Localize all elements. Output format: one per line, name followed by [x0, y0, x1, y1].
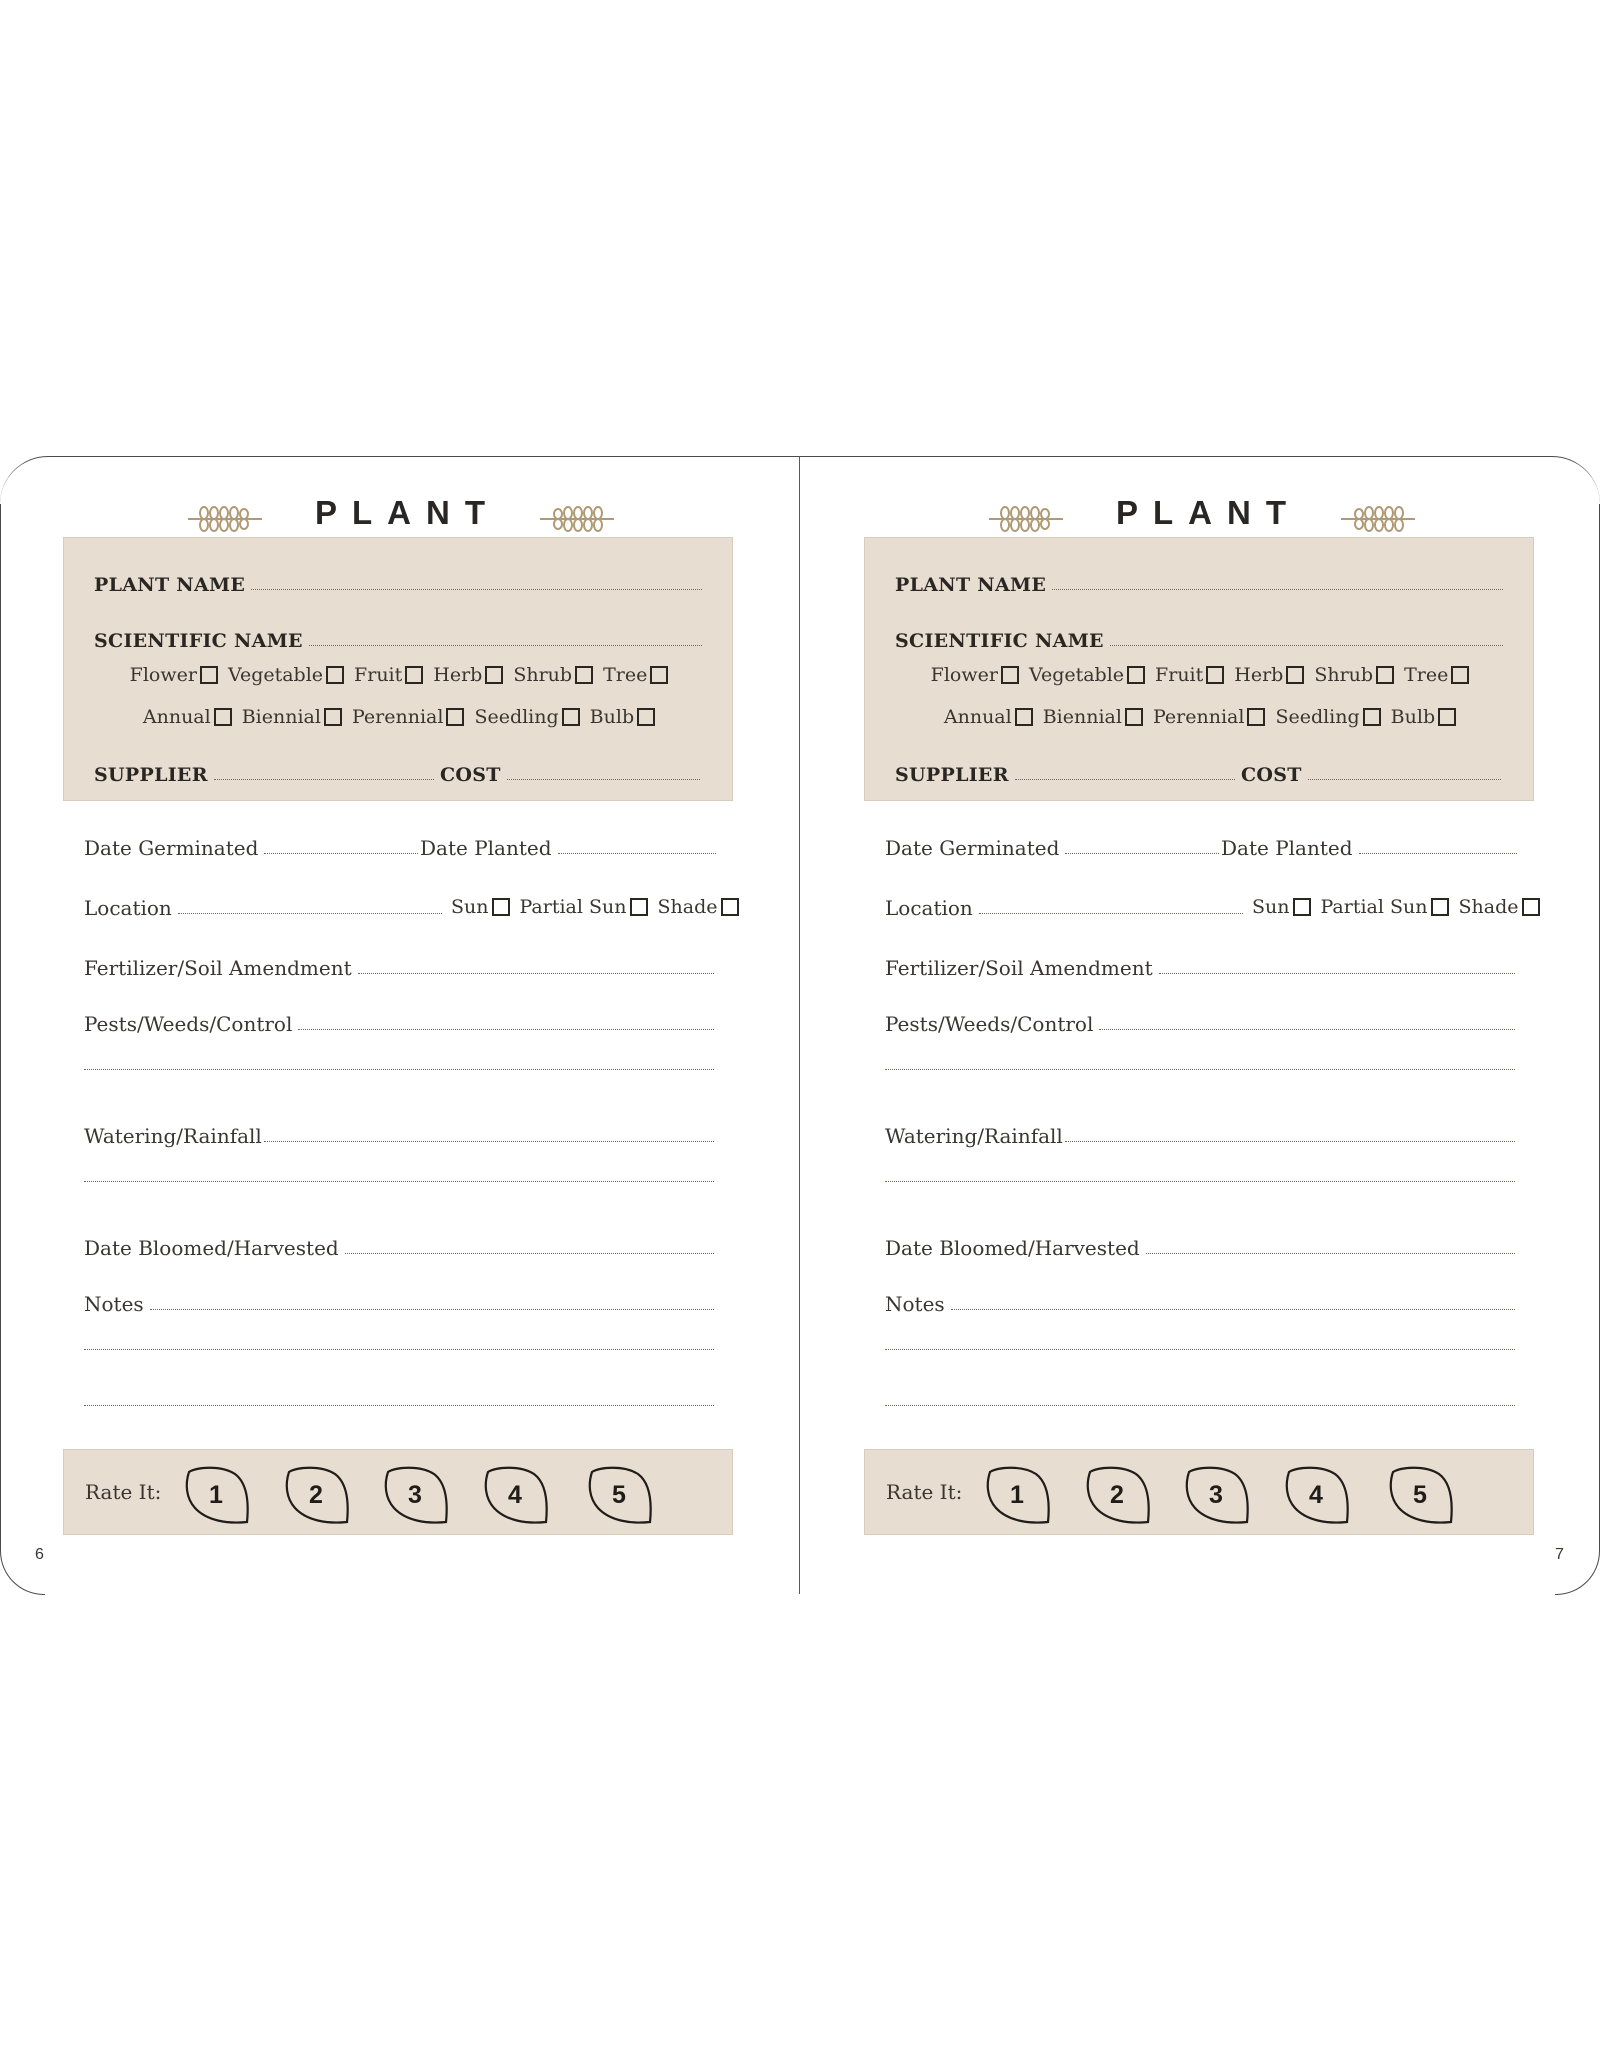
shrub-checkbox[interactable] [1376, 666, 1394, 684]
sun-checkbox[interactable] [1293, 898, 1311, 916]
location-line[interactable] [979, 912, 1243, 914]
page-number: 6 [35, 1546, 44, 1563]
herb-checkbox[interactable] [485, 666, 503, 684]
rating-number: 5 [612, 1481, 626, 1509]
rating-3-button[interactable] [1183, 1464, 1253, 1526]
location-label: Location [885, 896, 973, 920]
fruit-checkbox[interactable] [1206, 666, 1224, 684]
watering-extra-line[interactable] [885, 1180, 1515, 1188]
date-germinated-line[interactable] [1065, 852, 1219, 854]
date-germinated-line[interactable] [264, 852, 418, 854]
life-option-label: Annual [943, 706, 1012, 728]
bulb-checkbox[interactable] [1438, 708, 1456, 726]
rating-3-button[interactable] [382, 1464, 452, 1526]
supplier-line[interactable] [214, 778, 434, 780]
date-planted-label: Date Planted [1221, 836, 1353, 860]
fertilizer-line[interactable] [1159, 972, 1515, 974]
type-option-label: Flower [930, 664, 998, 686]
blank-line[interactable] [84, 1068, 714, 1070]
life-option-label: Seedling [474, 706, 559, 728]
bloomed-label: Date Bloomed/Harvested [885, 1236, 1140, 1260]
biennial-checkbox[interactable] [324, 708, 342, 726]
rating-2-button[interactable] [283, 1464, 353, 1526]
date-planted-label: Date Planted [420, 836, 552, 860]
type-option-label: Herb [433, 664, 483, 686]
pests-label: Pests/Weeds/Control [885, 1012, 1094, 1036]
location-field[interactable] [84, 896, 442, 920]
biennial-checkbox[interactable] [1125, 708, 1143, 726]
page-number: 7 [1555, 1546, 1564, 1563]
vegetable-checkbox[interactable] [326, 666, 344, 684]
rating-5-button[interactable] [1387, 1464, 1457, 1526]
wheat-sprig-icon [987, 504, 1065, 534]
supplier-label: SUPPLIER [895, 764, 1009, 786]
rate-label: Rate It: [85, 1480, 162, 1504]
rating-number: 3 [1209, 1481, 1223, 1509]
type-option-label: Tree [1404, 664, 1449, 686]
location-field[interactable] [885, 896, 1243, 920]
bloomed-field[interactable] [885, 1236, 1515, 1260]
pests-extra-line[interactable] [885, 1068, 1515, 1076]
life-option-label: Perennial [351, 706, 444, 728]
page-title: PLANT [1116, 494, 1301, 531]
watering-extra-line[interactable] [84, 1180, 714, 1188]
vegetable-checkbox[interactable] [1127, 666, 1145, 684]
plant-name-line[interactable] [251, 588, 702, 590]
cost-field[interactable] [1241, 764, 1501, 786]
tree-checkbox[interactable] [1451, 666, 1469, 684]
bloomed-line[interactable] [345, 1252, 714, 1254]
plant-type-row [865, 664, 1535, 686]
sun-exposure-row [1247, 896, 1545, 918]
shade-checkbox[interactable] [1522, 898, 1540, 916]
plant-name-label: PLANT NAME [895, 574, 1047, 596]
wheat-sprig-icon [538, 504, 616, 534]
supplier-field[interactable] [895, 764, 1235, 786]
notes-extra-line[interactable] [885, 1348, 1515, 1356]
type-option-label: Tree [603, 664, 648, 686]
supplier-line[interactable] [1015, 778, 1235, 780]
date-planted-field[interactable] [420, 836, 716, 860]
type-option-label: Vegetable [1028, 664, 1125, 686]
fertilizer-field[interactable] [885, 956, 1515, 980]
cost-field[interactable] [440, 764, 700, 786]
tree-checkbox[interactable] [650, 666, 668, 684]
sun-option-label: Partial Sun [519, 896, 627, 918]
date-germinated-field[interactable] [84, 836, 418, 860]
sun-option-label: Sun [451, 896, 489, 918]
wheat-sprig-icon [1339, 504, 1417, 534]
rating-4-button[interactable] [1283, 1464, 1353, 1526]
bulb-checkbox[interactable] [637, 708, 655, 726]
type-option-label: Fruit [354, 664, 403, 686]
notes-field[interactable] [84, 1292, 714, 1316]
location-line[interactable] [178, 912, 442, 914]
sun-checkbox[interactable] [492, 898, 510, 916]
blank-line[interactable] [84, 1404, 714, 1406]
rating-number: 4 [508, 1481, 522, 1509]
bloomed-label: Date Bloomed/Harvested [84, 1236, 339, 1260]
seedling-checkbox[interactable] [1363, 708, 1381, 726]
scientific-name-field[interactable] [94, 630, 702, 652]
fruit-checkbox[interactable] [405, 666, 423, 684]
notes-field[interactable] [885, 1292, 1515, 1316]
annual-checkbox[interactable] [1015, 708, 1033, 726]
cost-label: COST [440, 764, 501, 786]
scientific-name-line[interactable] [1110, 644, 1503, 646]
blank-line[interactable] [885, 1404, 1515, 1406]
life-option-label: Bulb [589, 706, 635, 728]
type-option-label: Flower [129, 664, 197, 686]
rating-5-button[interactable] [586, 1464, 656, 1526]
life-cycle-row [865, 706, 1535, 728]
notes-label: Notes [885, 1292, 945, 1316]
rating-number: 1 [209, 1481, 223, 1509]
life-option-label: Annual [142, 706, 211, 728]
life-option-label: Biennial [241, 706, 321, 728]
pests-field[interactable] [885, 1012, 1515, 1036]
life-cycle-row [64, 706, 734, 728]
shade-checkbox[interactable] [721, 898, 739, 916]
rating-number: 2 [309, 1481, 323, 1509]
fertilizer-field[interactable] [84, 956, 714, 980]
rating-number: 2 [1110, 1481, 1124, 1509]
notes-extra-line[interactable] [84, 1348, 714, 1356]
date-germinated-label: Date Germinated [885, 836, 1060, 860]
shrub-checkbox[interactable] [575, 666, 593, 684]
blank-line[interactable] [885, 1348, 1515, 1350]
date-planted-line[interactable] [1359, 852, 1517, 854]
fertilizer-label: Fertilizer/Soil Amendment [885, 956, 1153, 980]
plant-log-page-left [0, 456, 800, 1594]
life-option-label: Seedling [1275, 706, 1360, 728]
plant-log-page-right [801, 456, 1600, 1594]
sun-option-label: Sun [1252, 896, 1290, 918]
watering-field[interactable] [885, 1124, 1515, 1148]
blank-line[interactable] [84, 1348, 714, 1350]
sun-option-label: Shade [657, 896, 718, 918]
life-option-label: Biennial [1042, 706, 1122, 728]
type-option-label: Vegetable [227, 664, 324, 686]
rating-1-button[interactable] [984, 1464, 1054, 1526]
pests-line[interactable] [298, 1028, 714, 1030]
notes-line[interactable] [150, 1308, 714, 1310]
cost-line[interactable] [1308, 778, 1501, 780]
bloomed-field[interactable] [84, 1236, 714, 1260]
watering-field[interactable] [84, 1124, 714, 1148]
seedling-checkbox[interactable] [562, 708, 580, 726]
type-option-label: Shrub [1314, 664, 1374, 686]
pests-label: Pests/Weeds/Control [84, 1012, 293, 1036]
life-option-label: Perennial [1152, 706, 1245, 728]
page-title: PLANT [315, 494, 500, 531]
type-option-label: Herb [1234, 664, 1284, 686]
notes-extra-line[interactable] [885, 1404, 1515, 1412]
rating-1-button[interactable] [183, 1464, 253, 1526]
plant-info-panel [864, 537, 1534, 801]
date-germinated-label: Date Germinated [84, 836, 259, 860]
wheat-sprig-icon [186, 504, 264, 534]
rate-label: Rate It: [886, 1480, 963, 1504]
rating-4-button[interactable] [482, 1464, 552, 1526]
supplier-field[interactable] [94, 764, 434, 786]
notes-line[interactable] [951, 1308, 1515, 1310]
blank-line[interactable] [84, 1180, 714, 1182]
rating-number: 5 [1413, 1481, 1427, 1509]
flower-checkbox[interactable] [200, 666, 218, 684]
date-planted-line[interactable] [558, 852, 716, 854]
type-option-label: Fruit [1155, 664, 1204, 686]
fertilizer-line[interactable] [358, 972, 714, 974]
rating-number: 4 [1309, 1481, 1323, 1509]
scientific-name-label: SCIENTIFIC NAME [94, 630, 303, 652]
location-label: Location [84, 896, 172, 920]
watering-line[interactable] [264, 1140, 714, 1142]
perennial-checkbox[interactable] [446, 708, 464, 726]
plant-info-panel [63, 537, 733, 801]
blank-line[interactable] [885, 1180, 1515, 1182]
partial-sun-checkbox[interactable] [1431, 898, 1449, 916]
herb-checkbox[interactable] [1286, 666, 1304, 684]
watering-label: Watering/Rainfall [84, 1124, 262, 1148]
pests-extra-line[interactable] [84, 1068, 714, 1076]
plant-name-field[interactable] [94, 574, 702, 596]
rating-number: 1 [1010, 1481, 1024, 1509]
plant-name-field[interactable] [895, 574, 1503, 596]
rating-number: 3 [408, 1481, 422, 1509]
cost-line[interactable] [507, 778, 700, 780]
fertilizer-label: Fertilizer/Soil Amendment [84, 956, 352, 980]
scientific-name-line[interactable] [309, 644, 702, 646]
flower-checkbox[interactable] [1001, 666, 1019, 684]
watering-line[interactable] [1065, 1140, 1515, 1142]
rating-panel [864, 1449, 1534, 1535]
date-planted-field[interactable] [1221, 836, 1517, 860]
life-option-label: Bulb [1390, 706, 1436, 728]
sun-exposure-row [446, 896, 744, 918]
blank-line[interactable] [885, 1068, 1515, 1070]
perennial-checkbox[interactable] [1247, 708, 1265, 726]
watering-label: Watering/Rainfall [885, 1124, 1063, 1148]
sun-option-label: Partial Sun [1320, 896, 1428, 918]
scientific-name-field[interactable] [895, 630, 1503, 652]
notes-extra-line[interactable] [84, 1404, 714, 1412]
plant-name-line[interactable] [1052, 588, 1503, 590]
annual-checkbox[interactable] [214, 708, 232, 726]
cost-label: COST [1241, 764, 1302, 786]
scientific-name-label: SCIENTIFIC NAME [895, 630, 1104, 652]
notes-label: Notes [84, 1292, 144, 1316]
sun-option-label: Shade [1458, 896, 1519, 918]
pests-line[interactable] [1099, 1028, 1515, 1030]
plant-name-label: PLANT NAME [94, 574, 246, 596]
pests-field[interactable] [84, 1012, 714, 1036]
type-option-label: Shrub [513, 664, 573, 686]
rating-2-button[interactable] [1084, 1464, 1154, 1526]
bloomed-line[interactable] [1146, 1252, 1515, 1254]
partial-sun-checkbox[interactable] [630, 898, 648, 916]
rating-panel [63, 1449, 733, 1535]
plant-type-row [64, 664, 734, 686]
date-germinated-field[interactable] [885, 836, 1219, 860]
supplier-label: SUPPLIER [94, 764, 208, 786]
